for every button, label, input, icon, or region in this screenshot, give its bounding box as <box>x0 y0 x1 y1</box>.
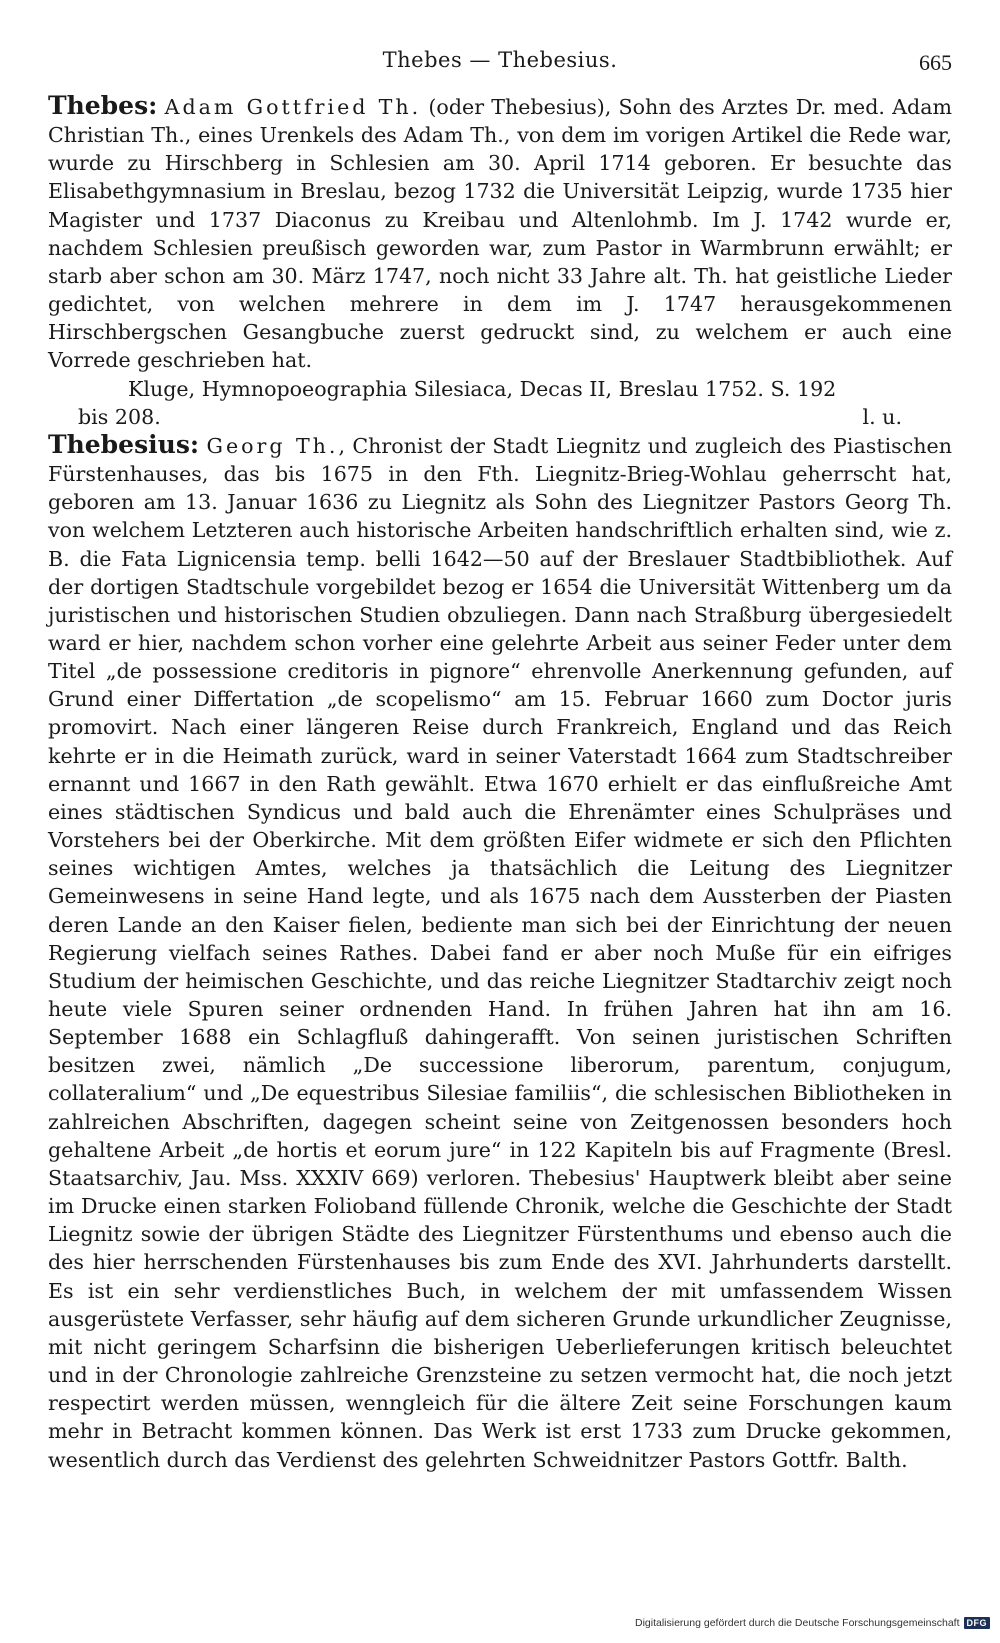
entry-text: (oder Thebesius), Sohn des Arztes Dr. med. Adam Christian Th., eines Urenkels des Adam Th., von dem im vorigen Artikel die Rede war, wurde zu Hirschberg in Schlesien am 30. April 1714 geboren. Er besuchte das Elisabethgymnasium in Breslau, bezog 1732 die Universität Leipzig, wurde 1735 hier Magister und 1737 Diaconus zu Kreibau und Altenlohmb. Im J. 1742 wurde er, nachdem Schlesien preußisch geworden war, zum Pastor in Warmbrunn erwählt; er starb aber schon am 30. März 1747, noch nicht 33 Jahre alt. Th. hat geistliche Lieder gedichtet, von welchen mehrere in dem im J. 1747 herausgekommenen Hirschbergschen Gesangbuche zuerst gedruckt sind, zu welchem er auch eine Vorrede geschrieben hat. <box>48 95 953 373</box>
source-citation-end <box>48 403 952 431</box>
page <box>48 44 952 1474</box>
entry-text: , Chronist der Stadt Liegnitz und zugleich des Piastischen Fürstenhauses, das bis 1675 in den Fth. Liegnitz-Brieg-Wohlau geherrscht hat, geboren am 13. Januar 1636 zu Liegnitz als Sohn des Liegnitzer Pastors Georg Th. von welchem Letzteren auch historische Arbeiten handschriftlich erhalten sind, wie z. B. die Fata Lignicensia temp. belli 1642—50 auf der Breslauer Stadtbibliothek. Auf der dortigen Stadtschule vorgebildet bezog er 1654 die Universität Wittenberg um da juristischen und historischen Studien obzuliegen. Dann nach Straßburg übergesiedelt ward er hier, nachdem schon vorher eine gelehrte Arbeit aus seiner Feder unter dem Titel „de possessione creditoris in pignore“ ehrenvolle Anerkennung gefunden, auf Grund einer Differtation „de scopelismo“ am 15. Februar 1660 zum Doctor juris promovirt. Nach einer längeren Reise durch Frankreich, England und das Reich kehrte er in die Heimath zurück, ward in seiner Vaterstadt 1664 zum Stadtschreiber ernannt und 1667 in den Rath gewählt. Etwa 1670 erhielt er das einflußreiche Amt eines städtischen Syndicus und bald auch die Ehrenämter eines Schulpräses und Vorstehers bei der Oberkirche. Mit dem größten Eifer widmete er sich den Pflichten seines wichtigen Amtes, welches ja thatsächlich die Leitung des Liegnitzer Gemeinwesens in seine Hand legte, und als 1675 nach dem Aussterben der Piasten deren Lande an den Kaiser fielen, bediente man sich bei der Einrichtung der neuen Regierung vielfach seines Rathes. Dabei fand er aber noch Muße für ein eifriges Studium der heimischen Geschichte, und das reiche Liegnitzer Stadtarchiv zeigt noch heute viele Spuren seiner ordnenden Hand. In frühen Jahren hat ihn am 16. September 1688 ein Schlagfluß dahingerafft. Von seinen juristischen Schriften besitzen zwei, nämlich „De successione liberorum, parentum, conjugum, collateralium“ und „De equestribus Silesiae familiis“, die schlesischen Bibliotheken in zahlreichen Abschriften, dagegen scheint seine von Zeitgenossen besonders hoch gehaltene Arbeit „de hortis et eorum jure“ in 122 Kapiteln bis auf Fragmente (Bresl. Staatsarchiv, Jau. Mss. XXXIV 669) verloren. Thebesius' Hauptwerk bleibt aber seine im Drucke einen starken Folioband füllende Chronik, welche die Geschichte der Stadt Liegnitz sowie der übrigen Städte des Liegnitzer Fürstenthums und ebenso auch die des hier herrschenden Fürstenhauses bis zum Ende des XVI. Jahrhunderts darstellt. Es ist ein sehr verdienstliches Buch, in welchem der mit umfassendem Wissen ausgerüstete Verfasser, sehr häufig auf dem sicheren Grunde urkundlicher Zeugnisse, mit nicht geringem Scharfsinn die bisherigen Ueberlieferungen kritisch beleuchtet und in der Chronologie zahlreiche Grenzsteine zu setzen vermocht hat, die noch jetzt respectirt werden müssen, wenngleich für die ältere Zeit seine Forschungen kaum mehr in Betracht kommen können. Das Werk ist erst 1733 zum Drucke gekommen, wesentlich durch das Verdienst des gelehrten Schweidnitzer Pastors Gottfr. Balth. <box>48 433 952 1472</box>
person-name: Georg Th. <box>206 433 339 458</box>
headword-thebesius: Thebesius: <box>48 429 200 459</box>
person-name: Adam Gottfried Th. <box>164 95 422 119</box>
credit-text: Digitalisierung gefördert durch die Deutsche Forschungsgemeinschaft <box>634 1617 960 1629</box>
source-pages: bis 208. <box>78 404 161 429</box>
headword-thebes: Thebes: <box>48 91 158 120</box>
running-header <box>48 44 952 80</box>
source-citation: Kluge, Hymnopoeographia Silesiaca, Decas II, Breslau 1752. S. 192 <box>128 376 837 401</box>
dfg-logo: DFG <box>964 1617 991 1629</box>
digitization-credit <box>635 1617 990 1629</box>
article-body <box>48 92 952 1474</box>
entry-thebes <box>48 92 952 375</box>
page-number: 665 <box>919 50 952 75</box>
author-initials: l. u. <box>862 404 902 429</box>
entry-thebesius <box>48 431 952 1474</box>
running-title: Thebes — Thebesius. <box>382 48 618 72</box>
